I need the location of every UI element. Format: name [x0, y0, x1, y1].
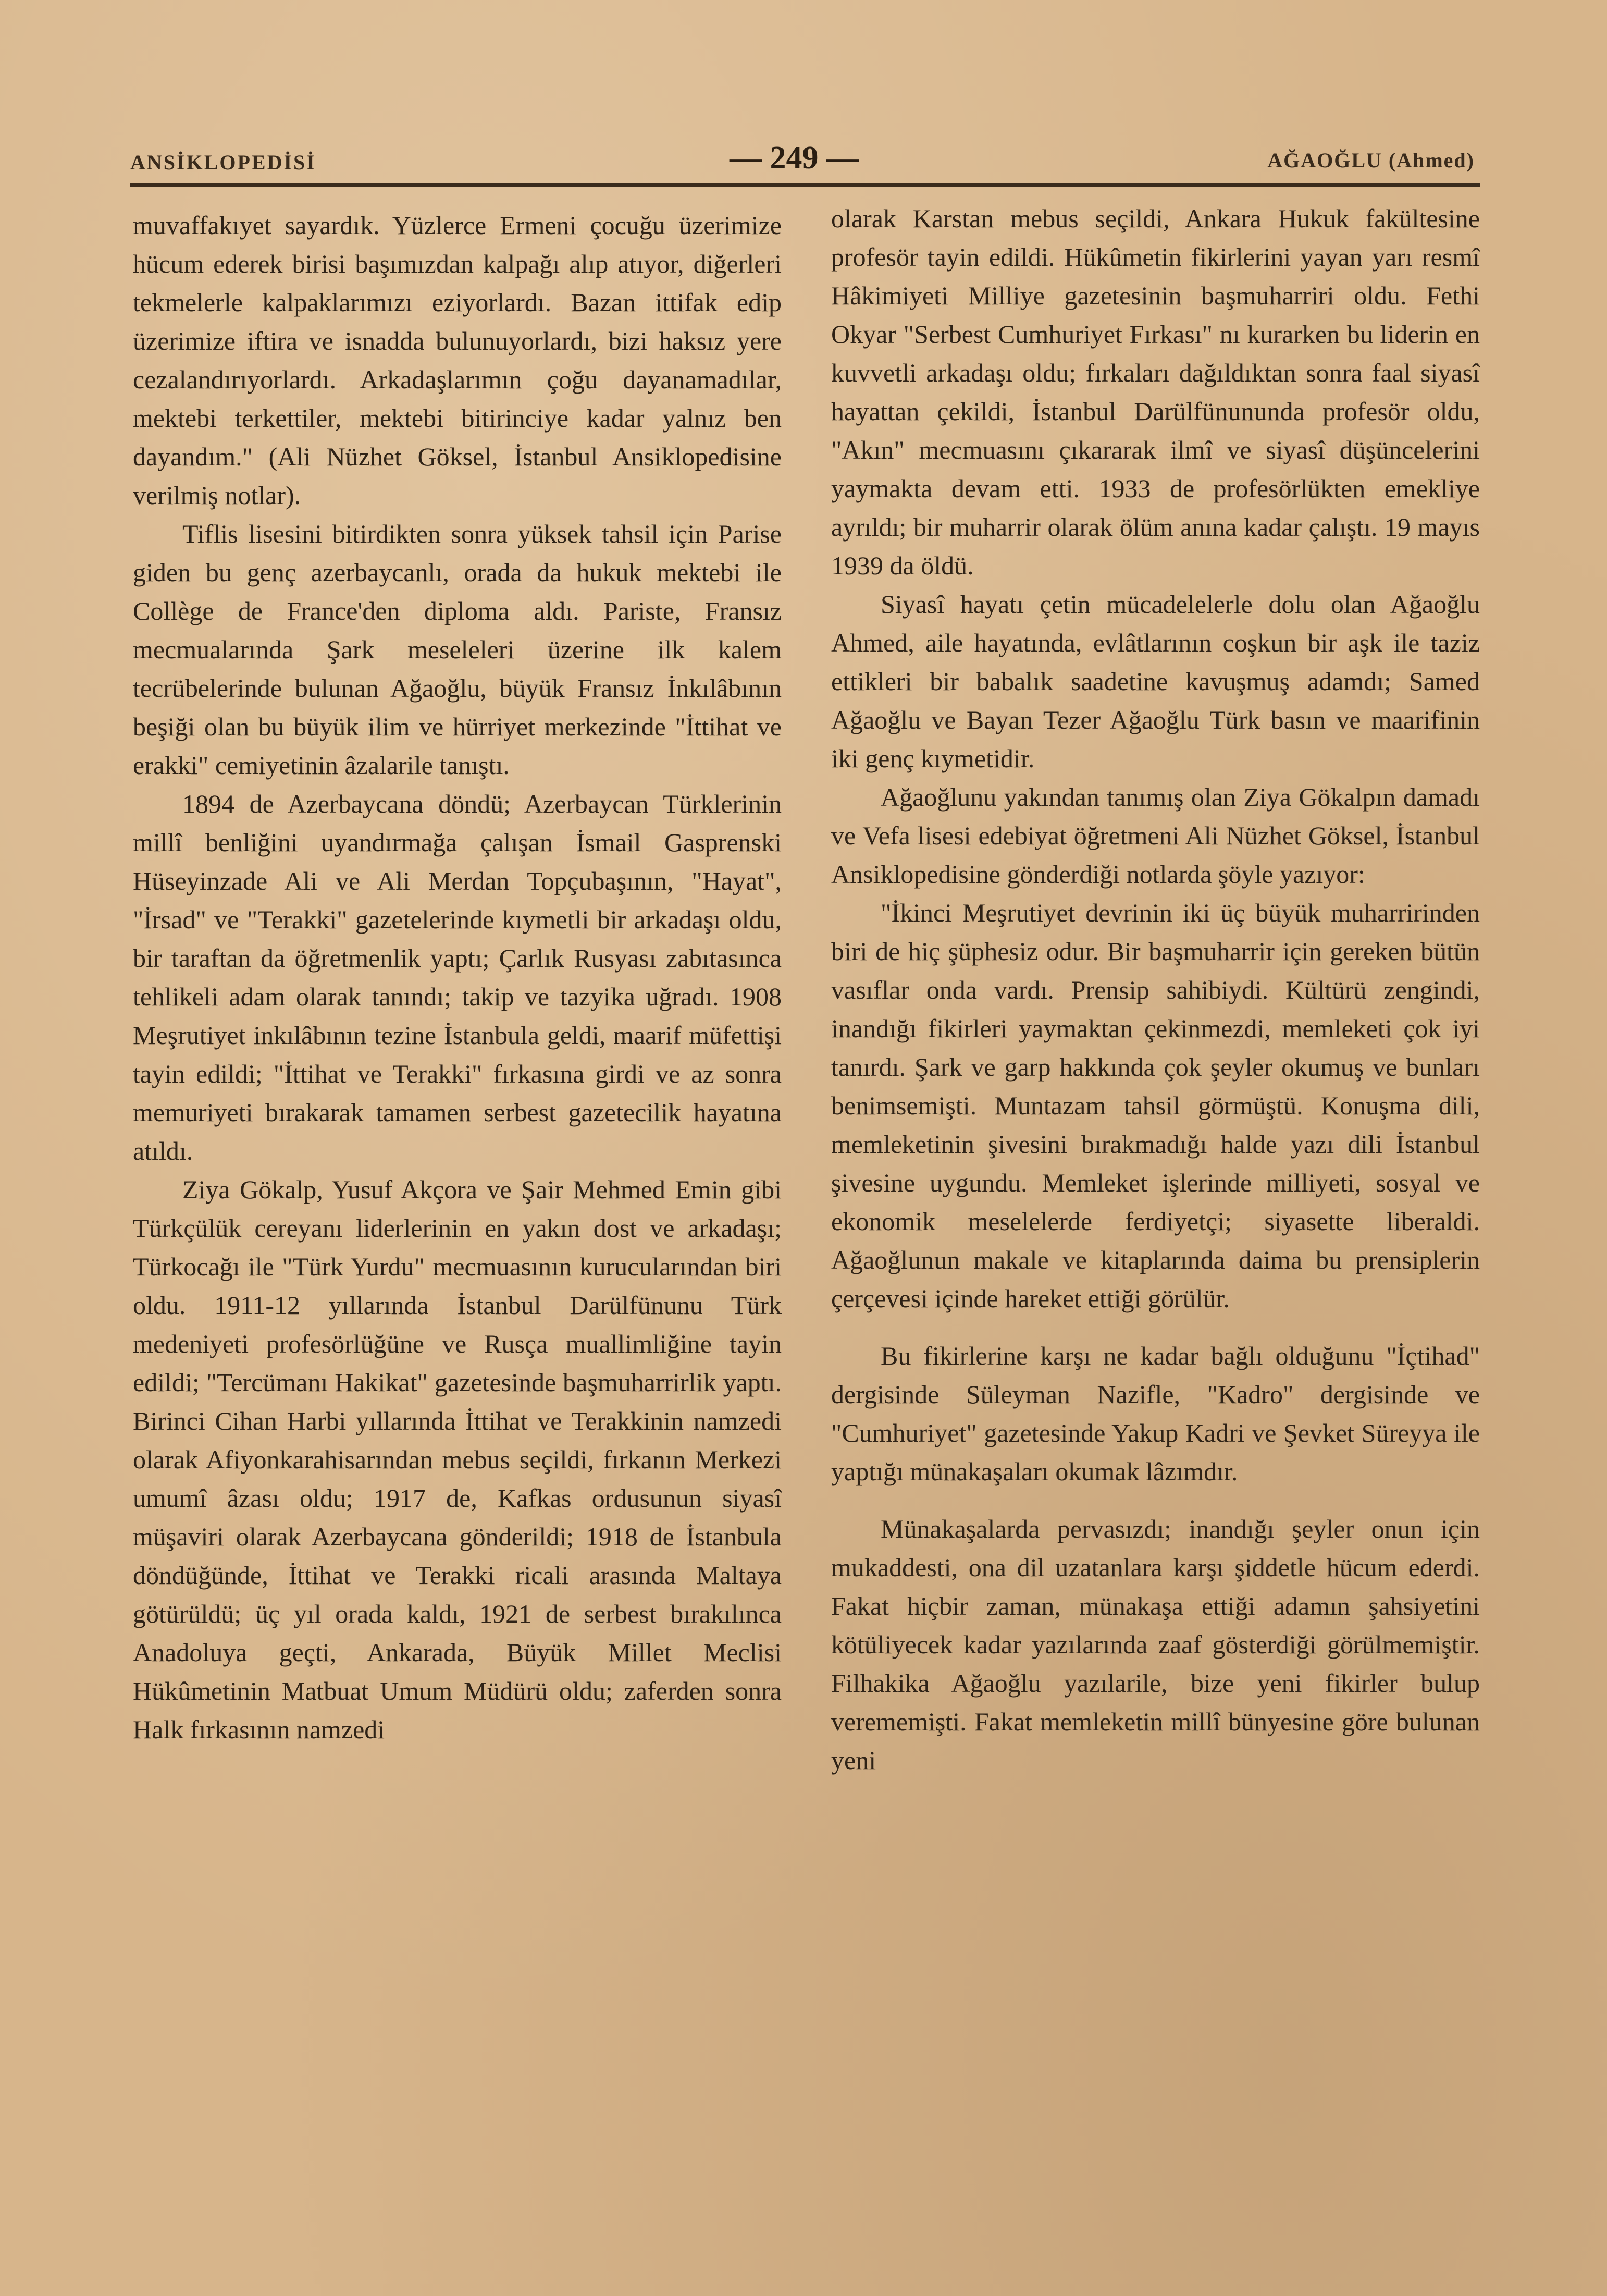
- paragraph: 1894 de Azerbaycana döndü; Azerbaycan Türklerinin millî benliğini uyandırmağa çalışan İsmail Gasprenski Hüseyinzade Ali ve Ali Merdan Topçubaşının, "Hayat", "İrsad" ve "Terakki" gazetelerinde kıymetli bir arkadaşı oldu, bir taraftan da öğretmenlik yaptı; Çarlık Rusyası zabıtasınca tehlikeli adam olarak tanındı; takip ve tazyika uğradı. 1908 Meşrutiyet inkılâbının tezine İstanbula geldi, maarif müfettişi tayin edildi; "İttihat ve Terakki" fırkasına girdi ve az sonra memuriyeti bırakarak tamamen serbest gazetecilik hayatına atıldı.: [133, 789, 782, 1165]
- header-right-title: AĞAOĞLU (Ahmed): [1267, 149, 1475, 172]
- paragraph: Münakaşalarda pervasızdı; inandığı şeyler onun için mukaddesti, ona dil uzatanlara karşı şiddetle hücum ederdi. Fakat hiçbir zaman, münakaşa ettiği adamın şahsiyetini kötüliyecek kadar yazılarında zaaf gösterdiği görülmemiştir. Filhakika Ağaoğlu yazılarile, bize yeni fikirler bulup verememişti. Fakat memleketin millî bünyesine göre bulunan yeni: [831, 1514, 1480, 1775]
- paragraph: Bu fikirlerine karşı ne kadar bağlı olduğunu "İçtihad" dergisinde Süleyman Nazifle, "Kadro" dergisinde ve "Cumhuriyet" gazetesinde Yakup Kadri ve Şevket Süreyya ile yaptığı münakaşaları okumak lâzımdır.: [831, 1341, 1480, 1486]
- quote-paragraph: "İkinci Meşrutiyet devrinin iki üç büyük muharririnden biri de hiç şüphesiz odur. Bir başmuharrir için gereken bütün vasıflar onda vardı. Prensip sahibiydi. Kültürü zengindi, inandığı fikirleri yaymaktan çekinmezdi, memleketi çok iyi tanırdı. Şark ve garp hakkında çok şeyler okumuş ve bunları benimsemişti. Muntazam tahsil görmüştü. Konuşma dili, memleketinin şivesini bırakmadığı halde yazı dili İstanbul şivesine uygundu. Memleket işlerinde milliyeti, sosyal ve ekonomik meselelerde ferdiyetçi; siyasette liberaldi. Ağaoğlunun makale ve kitaplarında daima bu prensiplerin çerçevesi içinde hareket ettiği görülür.: [831, 898, 1480, 1313]
- left-column: [133, 206, 782, 1749]
- paragraph: olarak Karstan mebus seçildi, Ankara Hukuk fakültesine profesör tayin edildi. Hükûmetin fikirlerini yayan yarı resmî Hâkimiyeti Milliye gazetesinin başmuharriri oldu. Fethi Okyar "Serbest Cumhuriyet Fırkası" nı kurarken bu liderin en kuvvetli arkadaşı oldu; fırkaları dağıldıktan sonra faal siyasî hayattan çekildi, İstanbul Darülfünununda profesör oldu, "Akın" mecmuasını çıkararak ilmî ve siyasî düşüncelerini yaymakta devam etti. 1933 de profesörlükten emekliye ayrıldı; bir muharrir olarak ölüm anına kadar çalıştı. 19 mayıs 1939 da öldü.: [831, 204, 1480, 580]
- paragraph: muvaffakıyet sayardık. Yüzlerce Ermeni çocuğu üzerimize hücum ederek birisi başımızdan kalpağı alıp atıyor, diğerleri tekmelerle kalpaklarımızı eziyorlardı. Bazan ittifak edip üzerimize iftira ve isnadda bulunuyorlardı, bizi haksız yere cezalandırıyorlardı. Arkadaşlarımın çoğu dayanamadılar, mektebi terkettiler, mektebi bitirinciye kadar yalnız ben dayandım." (Ali Nüzhet Göksel, İstanbul Ansiklopedisine verilmiş notlar).: [133, 211, 782, 510]
- header-rule: [130, 183, 1480, 187]
- paragraph: Ağaoğlunu yakından tanımış olan Ziya Gökalpın damadı ve Vefa lisesi edebiyat öğretmeni Ali Nüzhet Göksel, İstanbul Ansiklopedisine gönderdiği notlarda şöyle yazıyor:: [831, 782, 1480, 889]
- right-column: [831, 199, 1480, 1779]
- paragraph: Siyasî hayatı çetin mücadelelerle dolu olan Ağaoğlu Ahmed, aile hayatında, evlâtlarının coşkun bir aşk ile taziz ettikleri bir babalık saadetine kavuşmuş adamdı; Samed Ağaoğlu ve Bayan Tezer Ağaoğlu Türk basın ve maarifinin iki genç kıymetidir.: [831, 590, 1480, 773]
- running-header: [130, 140, 1475, 181]
- header-left-title: ANSİKLOPEDİSİ: [130, 151, 316, 174]
- paragraph: Ziya Gökalp, Yusuf Akçora ve Şair Mehmed Emin gibi Türkçülük cereyanı liderlerinin en yakın dost ve arkadaşı; Türkocağı ile "Türk Yurdu" mecmuasının kurucularından biri oldu. 1911-12 yıllarında İstanbul Darülfünunu Türk medeniyeti profesörlüğüne ve Rusça muallimliğine tayin edildi; "Tercümanı Hakikat" gazetesinde başmuharrirlik yaptı. Birinci Cihan Harbi yıllarında İttihat ve Terakkinin namzedi olarak Afiyonkarahisarından mebus seçildi, fırkanın Merkezi umumî âzası oldu; 1917 de, Kafkas ordusunun siyasî müşaviri olarak Azerbaycana gönderildi; 1918 de İstanbula döndüğünde, İttihat ve Terakki ricali arasında Maltaya götürüldü; üç yıl orada kaldı, 1921 de serbest bırakılınca Anadoluya geçti, Ankarada, Büyük Millet Meclisi Hükûmetinin Matbuat Umum Müdürü oldu; zaferden sonra Halk fırkasının namzedi: [133, 1175, 782, 1744]
- page-number: — 249 —: [730, 140, 859, 176]
- paragraph: Tiflis lisesini bitirdikten sonra yüksek tahsil için Parise giden bu genç azerbaycanlı, orada da hukuk mektebi ile Collège de France'den diploma aldı. Pariste, Fransız mecmualarında Şark meseleleri üzerine ilk kalem tecrübelerinde bulunan Ağaoğlu, büyük Fransız İnkılâbının beşiği olan bu büyük ilim ve hürriyet merkezinde "İttihat ve erakki" cemiyetinin âzalarile tanıştı.: [133, 519, 782, 780]
